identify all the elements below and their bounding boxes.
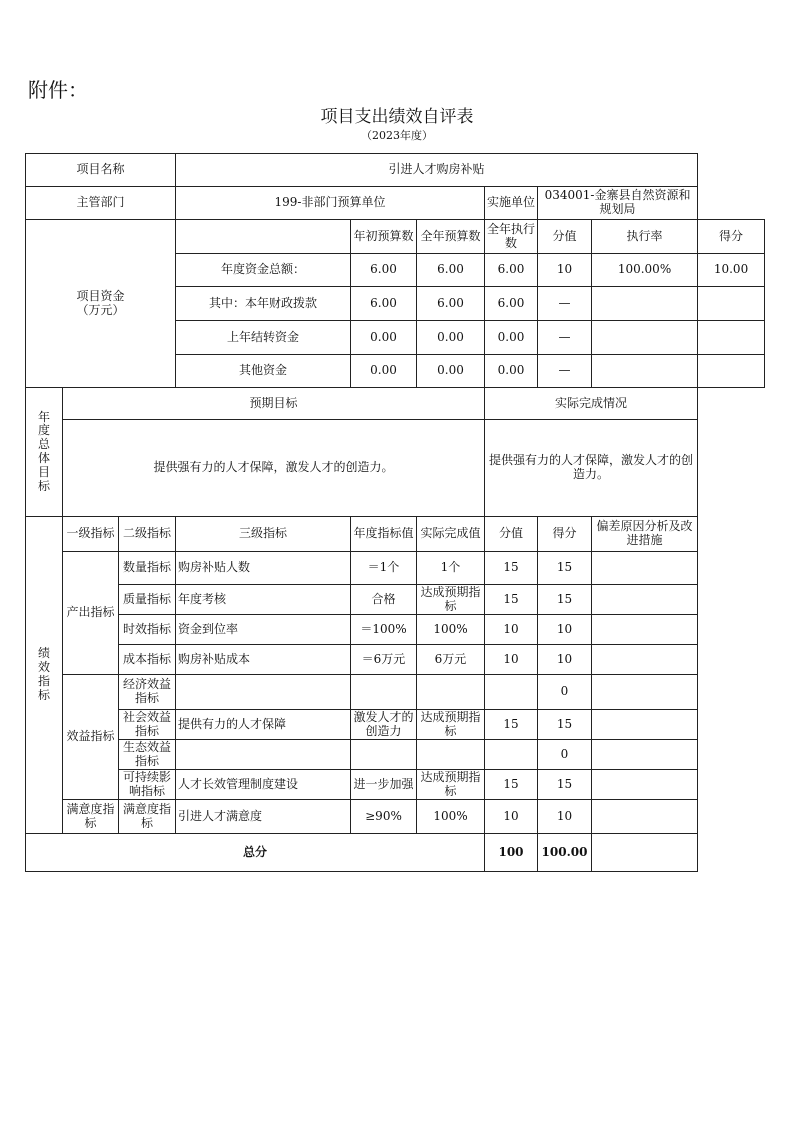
indicator-note <box>592 615 698 645</box>
goals-header-row <box>26 388 765 420</box>
indicator-header-target: 年度指标值 <box>351 517 417 552</box>
indicator-level3: 引进人才满意度 <box>176 800 351 834</box>
funds-header-weight: 分值 <box>538 220 592 254</box>
indicator-actual: 100% <box>417 615 485 645</box>
evaluation-table <box>25 153 765 872</box>
funds-row-label: 年度资金总额： <box>176 254 351 287</box>
indicator-weight: 10 <box>485 615 538 645</box>
indicator-target: ＝100% <box>351 615 417 645</box>
indicator-actual: 1个 <box>417 552 485 585</box>
indicator-target: 进一步加强 <box>351 770 417 800</box>
indicator-score: 10 <box>538 645 592 675</box>
indicator-weight: 15 <box>485 585 538 615</box>
indicator-level3: 年度考核 <box>176 585 351 615</box>
indicator-weight <box>485 740 538 770</box>
actual-completion-label: 实际完成情况 <box>485 388 698 420</box>
indicator-weight: 10 <box>485 800 538 834</box>
goals-content-row <box>26 420 765 517</box>
indicator-row <box>26 770 765 800</box>
indicator-level2: 社会效益指标 <box>119 710 176 740</box>
funds-header-score: 得分 <box>698 220 765 254</box>
funds-header-executed: 全年执行数 <box>485 220 538 254</box>
indicator-target: ＝6万元 <box>351 645 417 675</box>
page-subtitle: （2023年度） <box>361 129 433 142</box>
indicator-score: 10 <box>538 800 592 834</box>
indicator-header-weight: 分值 <box>485 517 538 552</box>
funds-score: 10.00 <box>698 254 765 287</box>
funds-weight: — <box>538 355 592 388</box>
indicator-level1: 效益指标 <box>63 675 119 800</box>
funds-score <box>698 321 765 355</box>
funds-row-label: 其中：本年财政拨款 <box>176 287 351 321</box>
indicator-score: 0 <box>538 740 592 770</box>
funds-header-initial: 年初预算数 <box>351 220 417 254</box>
indicator-level3 <box>176 675 351 710</box>
indicator-note <box>592 740 698 770</box>
indicator-actual: 达成预期指标 <box>417 710 485 740</box>
indicator-header-score: 得分 <box>538 517 592 552</box>
indicator-level2: 成本指标 <box>119 645 176 675</box>
indicator-target <box>351 675 417 710</box>
indicator-actual: 达成预期指标 <box>417 770 485 800</box>
department-row <box>26 187 765 220</box>
indicator-level3: 提供有力的人才保障 <box>176 710 351 740</box>
indicator-level2: 生态效益指标 <box>119 740 176 770</box>
project-name-value: 引进人才购房补贴 <box>176 154 698 187</box>
indicator-weight: 15 <box>485 552 538 585</box>
indicator-level2: 经济效益指标 <box>119 675 176 710</box>
expected-goal-text: 提供强有力的人才保障，激发人才的创造力。 <box>63 420 485 517</box>
attachment-label: 附件： <box>28 78 88 102</box>
funds-score <box>698 287 765 321</box>
indicator-header-row <box>26 517 765 552</box>
funds-weight: — <box>538 287 592 321</box>
indicator-row <box>26 615 765 645</box>
indicator-note <box>592 675 698 710</box>
funds-initial: 0.00 <box>351 355 417 388</box>
annual-goals-label: 年 度 总 体 目 标 <box>26 388 63 517</box>
total-row <box>26 834 765 872</box>
page-title: 项目支出绩效自评表 <box>320 107 474 127</box>
funds-score <box>698 355 765 388</box>
indicator-actual: 100% <box>417 800 485 834</box>
indicator-score: 15 <box>538 710 592 740</box>
funds-label: 项目资金 （万元） <box>26 220 176 388</box>
funds-initial: 0.00 <box>351 321 417 355</box>
indicator-level3 <box>176 740 351 770</box>
indicator-target <box>351 740 417 770</box>
indicator-note <box>592 645 698 675</box>
indicator-actual: 达成预期指标 <box>417 585 485 615</box>
funds-initial: 6.00 <box>351 254 417 287</box>
indicator-weight <box>485 675 538 710</box>
funds-annual: 0.00 <box>417 321 485 355</box>
indicator-header-note: 偏差原因分析及改进措施 <box>592 517 698 552</box>
indicator-actual: 6万元 <box>417 645 485 675</box>
funds-row-label: 上年结转资金 <box>176 321 351 355</box>
indicator-target: ≥90% <box>351 800 417 834</box>
indicator-header-level1: 一级指标 <box>63 517 119 552</box>
funds-initial: 6.00 <box>351 287 417 321</box>
funds-rate: 100.00% <box>592 254 698 287</box>
indicator-row <box>26 710 765 740</box>
indicator-target: ＝1个 <box>351 552 417 585</box>
indicator-level3: 资金到位率 <box>176 615 351 645</box>
indicator-level2: 可持续影响指标 <box>119 770 176 800</box>
funds-header-row <box>26 220 765 254</box>
funds-header-rate: 执行率 <box>592 220 698 254</box>
indicator-weight: 15 <box>485 710 538 740</box>
funds-annual: 6.00 <box>417 287 485 321</box>
indicator-note <box>592 770 698 800</box>
indicator-header-level3: 三级指标 <box>176 517 351 552</box>
indicator-weight: 15 <box>485 770 538 800</box>
indicator-row <box>26 740 765 770</box>
funds-row-label: 其他资金 <box>176 355 351 388</box>
implementing-unit-label: 实施单位 <box>485 187 538 220</box>
indicator-score: 15 <box>538 552 592 585</box>
funds-executed: 6.00 <box>485 287 538 321</box>
indicator-note <box>592 800 698 834</box>
indicator-target: 合格 <box>351 585 417 615</box>
funds-executed: 0.00 <box>485 355 538 388</box>
indicator-level2: 时效指标 <box>119 615 176 645</box>
performance-indicators-label: 绩 效 指 标 <box>26 517 63 834</box>
indicator-actual <box>417 740 485 770</box>
indicator-row <box>26 585 765 615</box>
project-name-row <box>26 154 765 187</box>
project-name-label: 项目名称 <box>26 154 176 187</box>
funds-header-annual: 全年预算数 <box>417 220 485 254</box>
indicator-level1: 满意度指标 <box>63 800 119 834</box>
indicator-level3: 人才长效管理制度建设 <box>176 770 351 800</box>
funds-header-blank <box>176 220 351 254</box>
department-label: 主管部门 <box>26 187 176 220</box>
indicator-score: 15 <box>538 585 592 615</box>
indicator-level2: 数量指标 <box>119 552 176 585</box>
indicator-score: 0 <box>538 675 592 710</box>
indicator-note <box>592 585 698 615</box>
actual-completion-text: 提供强有力的人才保障，激发人才的创造力。 <box>485 420 698 517</box>
total-weight: 100 <box>485 834 538 872</box>
total-label: 总分 <box>26 834 485 872</box>
funds-annual: 0.00 <box>417 355 485 388</box>
indicator-actual <box>417 675 485 710</box>
indicator-level2: 满意度指标 <box>119 800 176 834</box>
expected-goal-label: 预期目标 <box>63 388 485 420</box>
total-score: 100.00 <box>538 834 592 872</box>
indicator-target: 激发人才的创造力 <box>351 710 417 740</box>
indicator-level3: 购房补贴人数 <box>176 552 351 585</box>
funds-rate <box>592 321 698 355</box>
indicator-level2: 质量指标 <box>119 585 176 615</box>
indicator-note <box>592 710 698 740</box>
indicator-header-level2: 二级指标 <box>119 517 176 552</box>
funds-annual: 6.00 <box>417 254 485 287</box>
funds-executed: 6.00 <box>485 254 538 287</box>
funds-rate <box>592 355 698 388</box>
funds-rate <box>592 287 698 321</box>
funds-executed: 0.00 <box>485 321 538 355</box>
implementing-unit-value: 034001-金寨县自然资源和规划局 <box>538 187 698 220</box>
indicator-row <box>26 645 765 675</box>
total-note <box>592 834 698 872</box>
indicator-note <box>592 552 698 585</box>
indicator-row <box>26 800 765 834</box>
indicator-weight: 10 <box>485 645 538 675</box>
department-value: 199-非部门预算单位 <box>176 187 485 220</box>
funds-weight: 10 <box>538 254 592 287</box>
indicator-level1: 产出指标 <box>63 552 119 675</box>
indicator-score: 15 <box>538 770 592 800</box>
indicator-header-actual: 实际完成值 <box>417 517 485 552</box>
indicator-score: 10 <box>538 615 592 645</box>
funds-weight: — <box>538 321 592 355</box>
indicator-row <box>26 675 765 710</box>
indicator-level3: 购房补贴成本 <box>176 645 351 675</box>
indicator-row <box>26 552 765 585</box>
